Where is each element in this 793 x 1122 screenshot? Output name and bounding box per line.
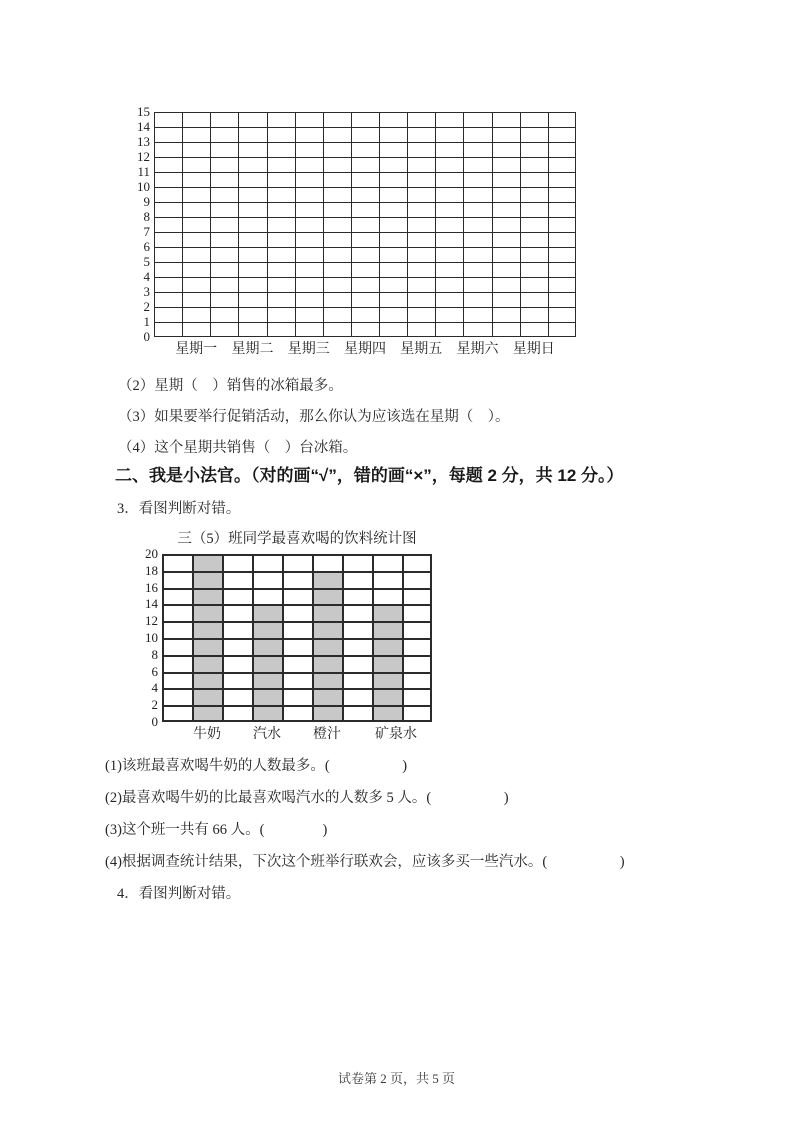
- y-axis-tick-label: 16: [145, 579, 158, 595]
- grid-line-vertical: [463, 112, 464, 337]
- grid-line-horizontal: [154, 157, 576, 158]
- y-axis-tick-label: 6: [143, 239, 150, 254]
- grid-line-horizontal: [154, 112, 576, 113]
- x-axis-category-label: 星期日: [512, 342, 555, 357]
- grid-line-horizontal: [154, 307, 576, 308]
- grid-line-vertical: [435, 112, 436, 337]
- grid-line-horizontal: [162, 720, 432, 722]
- grid-line-horizontal: [154, 202, 576, 203]
- grid-line-horizontal: [162, 672, 432, 674]
- grid-line-horizontal: [154, 232, 576, 233]
- y-axis-tick-label: 2: [151, 697, 158, 713]
- y-axis-tick-label: 14: [145, 596, 158, 612]
- grid-line-vertical: [351, 112, 352, 337]
- grid-line-horizontal: [162, 588, 432, 590]
- grid-line-horizontal: [154, 187, 576, 188]
- grid-line-vertical: [323, 112, 324, 337]
- y-axis-tick-label: 0: [143, 329, 150, 344]
- y-axis-tick-label: 10: [145, 630, 158, 645]
- grid-line-horizontal: [154, 217, 576, 218]
- y-axis-tick-label: 20: [145, 546, 158, 561]
- y-axis-tick-label: 7: [143, 224, 150, 239]
- y-axis-tick-label: 5: [143, 254, 150, 269]
- x-axis-category-label: 汽水: [253, 727, 281, 742]
- grid-line-horizontal: [154, 292, 576, 293]
- y-axis-tick-label: 10: [137, 179, 150, 194]
- question-3-line: （3）如果要举行促销活动，那么你认为应该选在星期（ ）。: [118, 409, 510, 425]
- y-axis-tick-label: 18: [145, 562, 158, 578]
- question-4-line: （4）这个星期共销售（ ）台冰箱。: [118, 440, 358, 456]
- grid-line-horizontal: [154, 247, 576, 248]
- x-axis-category-label: 牛奶: [193, 727, 221, 742]
- bar-橙汁: [312, 571, 342, 722]
- drinks-chart-title: 三（5）班同学最喜欢喝的饮料统计图: [177, 531, 417, 547]
- grid-line-horizontal: [154, 277, 576, 278]
- weekly-fridge-sales-blank-grid: [137, 104, 576, 357]
- x-axis-category-label: 星期三: [287, 342, 330, 357]
- grid-line-horizontal: [162, 604, 432, 606]
- y-axis-tick-label: 11: [137, 164, 150, 179]
- judge-question-3: (3)这个班一共有 66 人。( ): [105, 822, 328, 838]
- grid-line-vertical: [210, 112, 211, 337]
- grid-line-vertical: [238, 112, 239, 337]
- grid-line-horizontal: [154, 336, 576, 337]
- grid-line-horizontal: [162, 638, 432, 640]
- x-axis-category-label: 星期五: [400, 342, 443, 357]
- x-axis-category-label: 星期一: [175, 342, 218, 357]
- grid-line-horizontal: [162, 621, 432, 623]
- x-axis-category-label: 橙汁: [313, 727, 341, 742]
- judge-question-1: (1)该班最喜欢喝牛奶的人数最多。( ): [105, 758, 408, 774]
- y-axis-tick-label: 12: [137, 149, 150, 164]
- grid-line-vertical: [267, 112, 268, 337]
- y-axis-tick-label: 12: [145, 613, 158, 629]
- x-axis-category-label: 星期四: [343, 342, 386, 357]
- grid-line-vertical: [154, 112, 155, 337]
- y-axis-tick-label: 0: [151, 714, 158, 729]
- item-3-label: 3．看图判断对错。: [117, 501, 241, 517]
- grid-line-horizontal: [154, 142, 576, 143]
- grid-line-horizontal: [154, 127, 576, 128]
- x-axis-category-label: 星期六: [456, 342, 499, 357]
- page-footer: 试卷第 2 页，共 5 页: [337, 1071, 455, 1086]
- y-axis-tick-label: 9: [143, 194, 150, 209]
- grid-line-vertical: [575, 112, 576, 337]
- grid-line-vertical: [520, 112, 521, 337]
- y-axis-tick-label: 4: [143, 269, 150, 284]
- y-axis-tick-label: 4: [151, 680, 158, 696]
- grid-line-vertical: [379, 112, 380, 337]
- y-axis-tick-label: 15: [137, 104, 150, 119]
- x-axis-category-label: 星期二: [231, 342, 274, 357]
- grid-line-vertical: [492, 112, 493, 337]
- grid-line-horizontal: [162, 571, 432, 573]
- grid-line-horizontal: [154, 172, 576, 173]
- grid-line-vertical: [407, 112, 408, 337]
- y-axis-tick-label: 14: [137, 119, 150, 134]
- grid-line-horizontal: [162, 705, 432, 707]
- section-two-header: 二、我是小法官。（对的画“√”，错的画“×”，每题 2 分，共 12 分。）: [115, 466, 624, 485]
- grid-line-vertical: [548, 112, 549, 337]
- y-axis-tick-label: 8: [143, 209, 150, 224]
- grid-line-horizontal: [154, 322, 576, 323]
- grid-line-vertical: [295, 112, 296, 337]
- y-axis-tick-label: 13: [137, 134, 150, 149]
- x-axis-category-label: 矿泉水: [375, 727, 417, 742]
- grid-line-horizontal: [162, 554, 432, 556]
- judge-question-4: (4)根据调查统计结果，下次这个班举行联欢会，应该多买一些汽水。( ): [105, 854, 625, 870]
- y-axis-tick-label: 1: [143, 314, 150, 329]
- y-axis-tick-label: 6: [151, 663, 158, 679]
- drinks-bar-chart: [145, 546, 432, 742]
- judge-question-2: (2)最喜欢喝牛奶的比最喜欢喝汽水的人数多 5 人。( ): [105, 790, 509, 806]
- grid-line-vertical: [182, 112, 183, 337]
- y-axis-tick-label: 3: [143, 284, 150, 299]
- grid-line-horizontal: [162, 655, 432, 657]
- grid-line-horizontal: [162, 688, 432, 690]
- y-axis-tick-label: 2: [143, 299, 150, 314]
- y-axis-tick-label: 8: [151, 646, 158, 662]
- grid-line-horizontal: [154, 262, 576, 263]
- question-2-line: （2）星期（ ）销售的冰箱最多。: [118, 378, 343, 394]
- item-4-label: 4．看图判断对错。: [117, 886, 241, 902]
